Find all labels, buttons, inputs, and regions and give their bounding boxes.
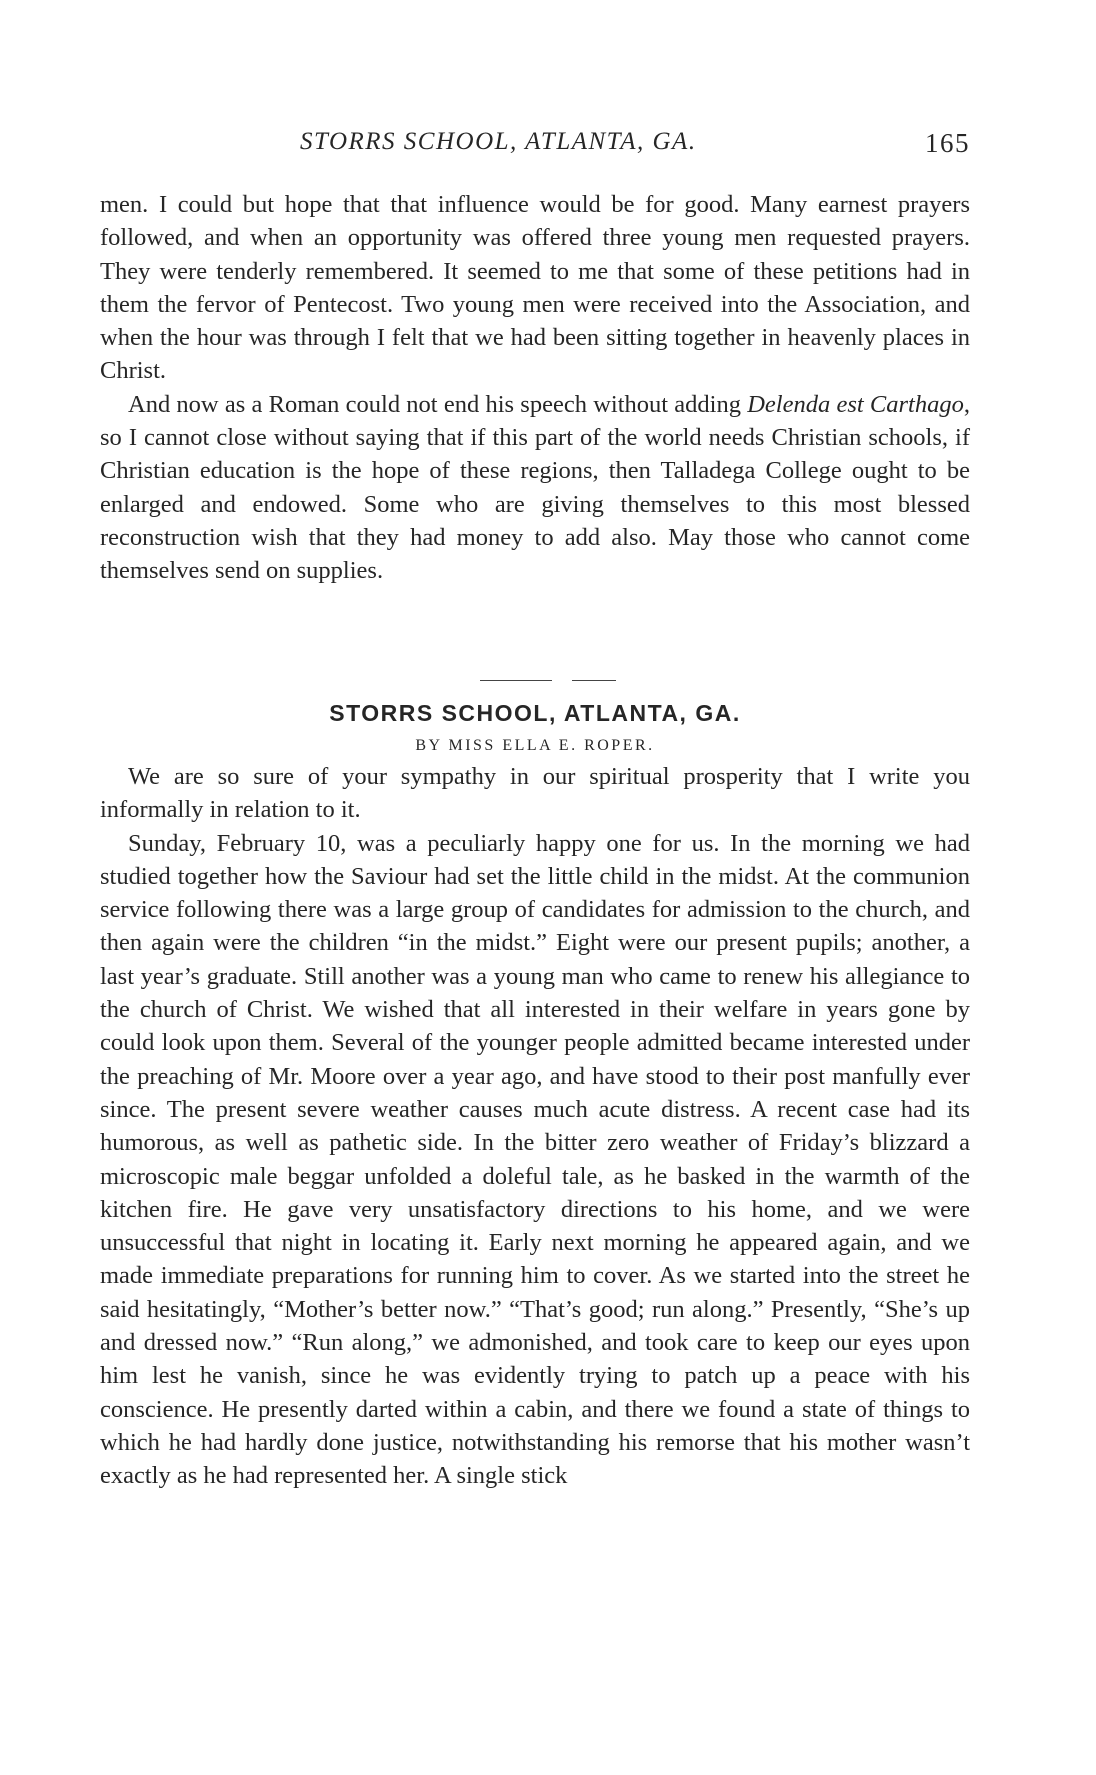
section-divider: [480, 680, 618, 682]
article-title: STORRS SCHOOL, ATLANTA, GA.: [329, 700, 741, 726]
paragraph-text: And now as a Roman could not end his speech without adding: [128, 390, 748, 418]
paragraph: We are so sure of your sympathy in our spiritual prosperity that I write you informally in relation to it.: [100, 763, 970, 824]
paragraph: [100, 388, 970, 588]
paragraph: men. I could but hope that that influence would be for good. Many earnest prayers followed, and when an opportunity was offered three young men requested prayers. They were tenderly remembered. It seemed to me that some of these petitions had in them the fervor of Pentecost. Two young men were received into the Association, and when the hour was through I felt that we had been sitting together in heavenly places in Christ.: [100, 191, 970, 385]
article-byline: BY MISS ELLA E. ROPER.: [415, 737, 655, 754]
article-body: [100, 760, 970, 1493]
paragraph: Sunday, February 10, was a peculiarly happy one for us. In the morning we had studied together how the Saviour had set the little child in the midst. At the communion service following there was a large group of candidates for admission to the church, and then again were the children “in the midst.” Eight were our present pupils; another, a last year’s graduate. Still another was a young man who came to renew his allegiance to the church of Christ. We wished that all interested in their welfare in years gone by could look upon them. Several of the younger people admitted became interested under the preaching of Mr. Moore over a year ago, and have stood to their post manfully ever since. The present severe weather causes much acute distress. A recent case had its humorous, as well as pathetic side. In the bitter zero weather of Friday’s blizzard a microscopic male beggar unfolded a doleful tale, as he basked in the warmth of the kitchen fire. He gave very unsatisfactory directions to his home, and we were unsuccessful that night in locating it. Early next morning he appeared again, and we made immediate preparations for running him to cover. As we started into the street he said hesitatingly, “Mother’s better now.” “That’s good; run along.” Presently, “She’s up and dressed now.” “Run along,” we admonished, and took care to keep our eyes upon him lest he vanish, since he was evidently trying to patch up a peace with his conscience. He presently darted within a cabin, and there we found a state of things to which he had hardly done justice, notwithstanding his remorse that his mother wasn’t exactly as he had represented her. A single stick: [100, 829, 970, 1490]
latin-phrase: Delenda est Carthago: [747, 390, 964, 418]
running-head: [300, 128, 1000, 168]
previous-article-text: [100, 188, 970, 588]
page-number: 165: [925, 128, 970, 158]
running-title: STORRS SCHOOL, ATLANTA, GA.: [300, 128, 697, 155]
paragraph-text: , so I cannot close without saying that if this part of the world needs Christian schools, if Christian education is the hope of these regions, then Talladega College ought to be enlarged and endowed. Some who are giving themselves to this most blessed reconstruction wish that they had money to add also. May those who cannot come themselves send on supplies.: [100, 390, 970, 585]
